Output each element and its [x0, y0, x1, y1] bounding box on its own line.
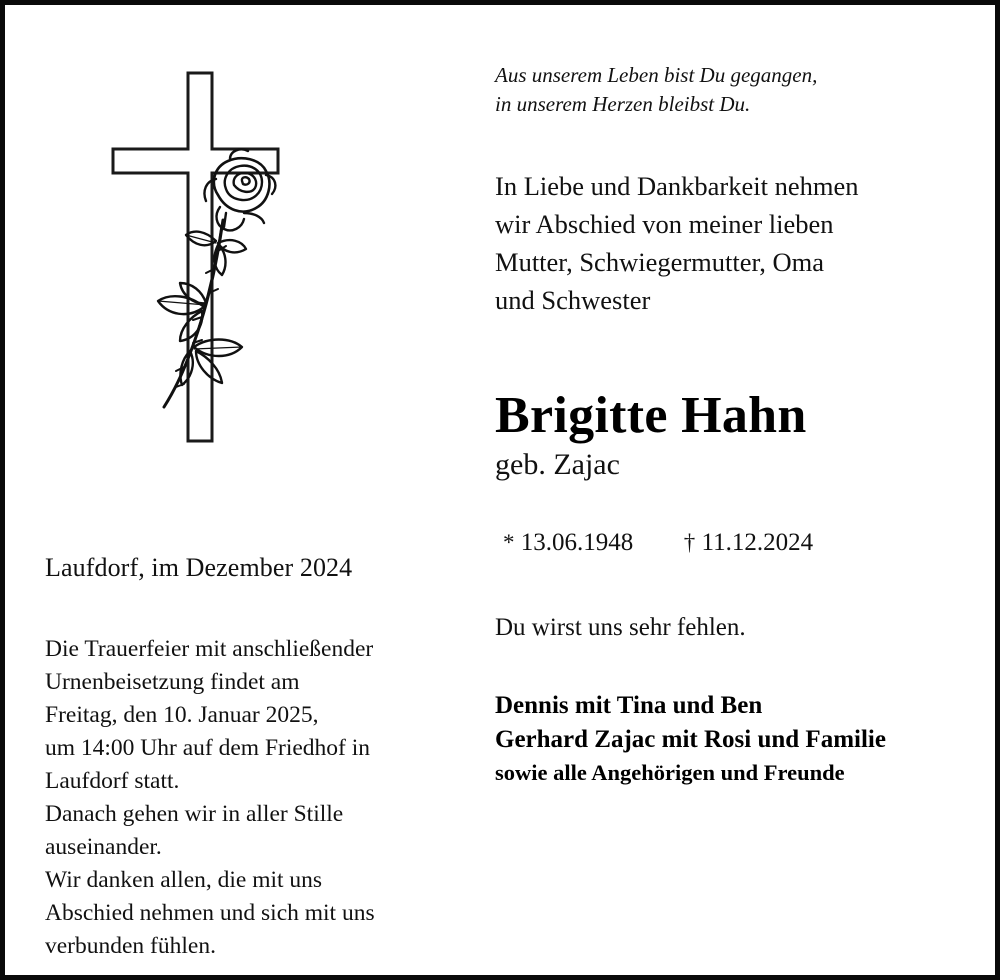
deceased-name: Brigitte Hahn: [495, 387, 807, 444]
service-line-3: Freitag, den 10. Januar 2025,: [45, 702, 319, 728]
service-details: [45, 633, 445, 963]
deceased-maiden-name: geb. Zajac: [495, 448, 620, 481]
service-line-1: Die Trauerfeier mit anschließender: [45, 636, 374, 662]
cross-and-rose-illustration: [90, 55, 320, 455]
service-line-5: Laufdorf statt.: [45, 768, 180, 794]
mourner-line-1: Dennis mit Tina und Ben: [495, 692, 763, 719]
intro-line-2: wir Abschied von meiner lieben: [495, 209, 834, 239]
death-date: 11.12.2024: [701, 529, 814, 556]
verse-line-2: in unserem Herzen bleibst Du.: [495, 92, 751, 116]
service-line-2: Urnenbeisetzung findet am: [45, 669, 300, 695]
deceased-name-block: [495, 387, 965, 483]
service-line-7: auseinander.: [45, 834, 162, 860]
mourners-list: [495, 689, 965, 789]
death-cross-icon: †: [683, 530, 696, 555]
place-and-date-line: Laufdorf, im Dezember 2024: [45, 553, 353, 582]
left-column: [45, 553, 445, 963]
right-column: [495, 61, 965, 789]
intro-line-3: Mutter, Schwiegermutter, Oma: [495, 247, 825, 277]
service-line-8: Wir danken allen, die mit uns: [45, 867, 323, 893]
intro-line-4: und Schwester: [495, 285, 651, 315]
service-line-6: Danach gehen wir in aller Stille: [45, 801, 344, 827]
service-line-9: Abschied nehmen und sich mit uns: [45, 900, 375, 926]
mourner-line-3: sowie alle Angehörigen und Freunde: [495, 760, 845, 785]
life-dates: [503, 529, 965, 557]
latin-cross-icon: [113, 73, 278, 441]
birth-star-icon: *: [503, 530, 515, 555]
intro-line-1: In Liebe und Dankbarkeit nehmen: [495, 171, 859, 201]
farewell-text: Du wirst uns sehr fehlen.: [495, 614, 746, 641]
service-line-4: um 14:00 Uhr auf dem Friedhof in: [45, 735, 371, 761]
memorial-verse: [495, 61, 965, 119]
rose-icon: [158, 149, 275, 407]
intro-text: [495, 167, 965, 319]
mourner-line-2: Gerhard Zajac mit Rosi und Familie: [495, 726, 886, 753]
card-sheet: [5, 5, 995, 975]
service-line-10: verbunden fühlen.: [45, 933, 216, 959]
birth-date: 13.06.1948: [520, 529, 634, 556]
verse-line-1: Aus unserem Leben bist Du gegangen,: [495, 63, 818, 87]
